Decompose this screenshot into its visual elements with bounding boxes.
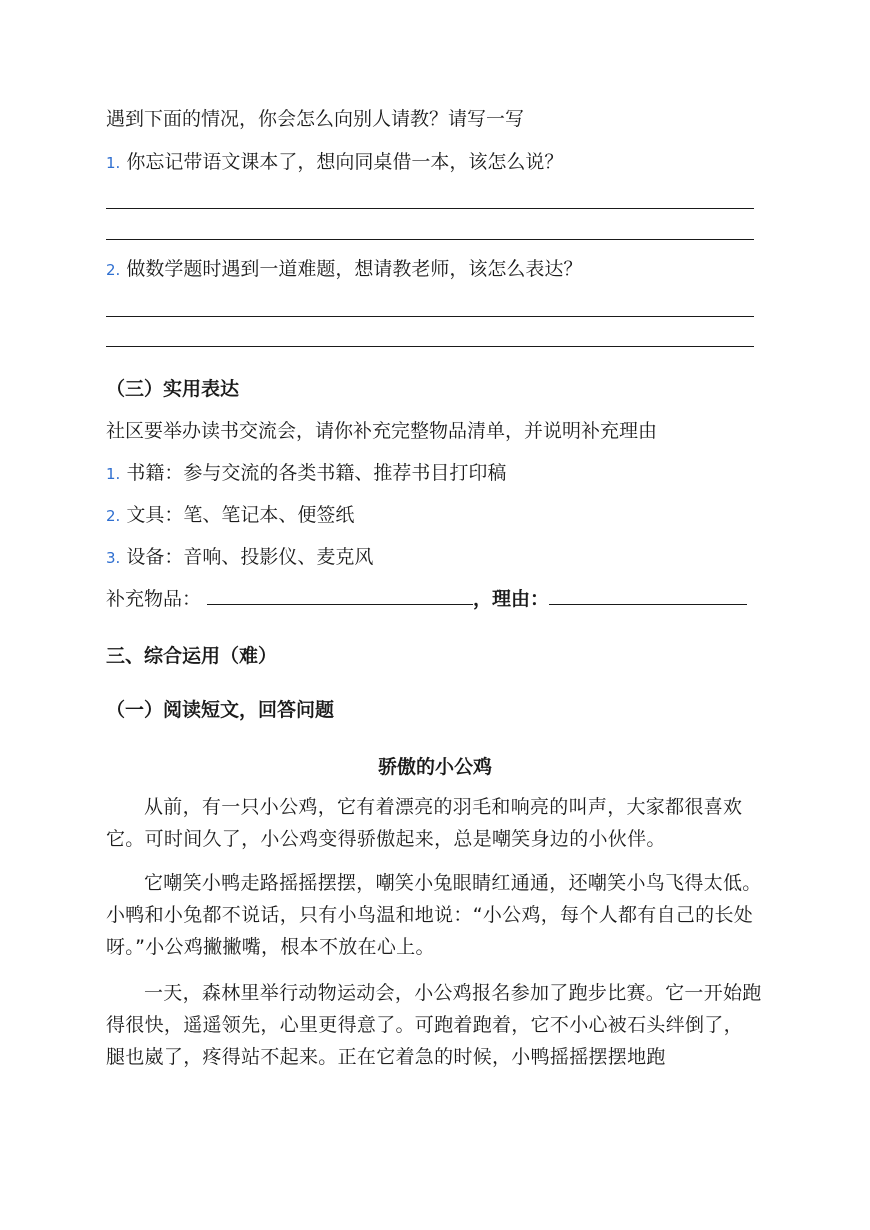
answer-line[interactable] xyxy=(106,208,754,209)
section-heading-practical: （三）实用表达 xyxy=(106,378,240,400)
item-text: 书籍：参与交流的各类书籍、推荐书目打印稿 xyxy=(126,462,507,484)
list-item xyxy=(106,460,870,487)
supplement-row xyxy=(106,586,870,612)
answer-line[interactable] xyxy=(106,239,754,240)
story-paragraph: 从前，有一只小公鸡，它有着漂亮的羽毛和响亮的叫声，大家都很喜欢它。可时间久了，小公鸡变得骄傲起来，总是嘲笑身边的小伙伴。 xyxy=(106,796,743,850)
question-1 xyxy=(106,149,870,176)
story-paragraph: 一天，森林里举行动物运动会，小公鸡报名参加了跑步比赛。它一开始跑得很快，遥遥领先，心里更得意了。可跑着跑着，它不小心被石头绊倒了，腿也崴了，疼得站不起来。正在它着急的时候，小鸭摇摇摆摆地跑 xyxy=(106,982,762,1068)
question-number: 2. xyxy=(106,261,121,279)
list-item xyxy=(106,502,870,529)
item-text: 设备：音响、投影仪、麦克风 xyxy=(126,546,374,568)
item-number: 3. xyxy=(106,549,121,567)
item-number: 2. xyxy=(106,507,121,525)
section-heading-three: 三、综合运用（难） xyxy=(106,645,278,667)
question-2 xyxy=(106,256,870,283)
reason-blank[interactable] xyxy=(549,586,747,605)
list-item xyxy=(106,544,870,571)
question-text: 做数学题时遇到一道难题，想请教老师，该怎么表达？ xyxy=(126,258,583,280)
supplement-blank[interactable] xyxy=(207,586,473,605)
instruction-text: 遇到下面的情况，你会怎么向别人请教？请写一写 xyxy=(106,108,525,130)
answer-line[interactable] xyxy=(106,316,754,317)
item-text: 文具：笔、笔记本、便签纸 xyxy=(126,504,355,526)
answer-line[interactable] xyxy=(106,346,754,347)
reason-label: ，理由： xyxy=(473,588,550,610)
item-number: 1. xyxy=(106,465,121,483)
story-title: 骄傲的小公鸡 xyxy=(377,756,492,778)
story-paragraph: 它嘲笑小鸭走路摇摇摆摆，嘲笑小兔眼睛红通通，还嘲笑小鸟飞得太低。小鸭和小兔都不说话，只有小鸟温和地说：“小公鸡，每个人都有自己的长处呀。”小公鸡撇撇嘴，根本不放在心上。 xyxy=(106,872,762,958)
question-text: 你忘记带语文课本了，想向同桌借一本，该怎么说？ xyxy=(126,151,564,173)
supplement-label: 补充物品： xyxy=(106,588,202,610)
section-subheading-reading: （一）阅读短文，回答问题 xyxy=(106,699,335,721)
practical-instruction: 社区要举办读书交流会，请你补充完整物品清单，并说明补充理由 xyxy=(106,420,658,442)
question-number: 1. xyxy=(106,154,121,172)
